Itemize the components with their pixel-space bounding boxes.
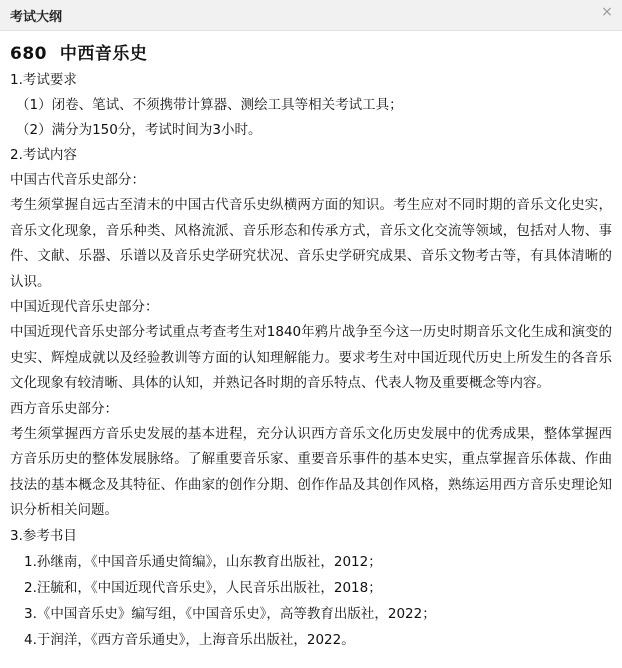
syllabus-content bbox=[0, 31, 622, 653]
content-heading: 2.考试内容 bbox=[10, 147, 77, 163]
section-body-modern: 中国近现代音乐史部分考试重点考查考生对1840年鸦片战争至今这一历史时期音乐文化生成和演变的史实、辉煌成就以及经验教训等方面的认知理解能力。要求考生对中国近现代历史上所发生的各音乐文化现象有较清晰、具体的认知，并熟记各时期的音乐特点、代表人物及重要概念等内容。 bbox=[10, 324, 612, 391]
section-title-ancient: 中国古代音乐史部分： bbox=[10, 172, 145, 188]
reference-item: 1.孙继南，《中国音乐通史简编》，山东教育出版社，2012； bbox=[24, 553, 382, 570]
section-body-western: 考生须掌握西方音乐史发展的基本进程，充分认识西方音乐文化历史发展中的优秀成果，整体掌握西方音乐历史的整体发展脉络。了解重要音乐家、重要音乐事件的基本史实，重点掌握音乐体裁、作曲技法的基本概念及其特征、作曲家的创作分期、创作作品及其创作风格，熟练运用西方音乐史理论知识分析相关问题。 bbox=[10, 425, 612, 518]
exam-title: 680 中西音乐史 bbox=[10, 44, 148, 64]
reference-item: 4.于润洋，《西方音乐通史》，上海音乐出版社，2022。 bbox=[24, 631, 355, 648]
section-title-western: 西方音乐史部分： bbox=[10, 400, 118, 417]
section-title-modern: 中国近现代音乐史部分： bbox=[10, 299, 159, 315]
requirements-heading: 1.考试要求 bbox=[10, 72, 77, 88]
reference-item: 2.汪毓和，《中国近现代音乐史》，人民音乐出版社，2018； bbox=[24, 579, 382, 596]
reference-item: 3.《中国音乐史》编写组，《中国音乐史》，高等教育出版社，2022； bbox=[24, 605, 436, 622]
close-icon[interactable]: × bbox=[601, 4, 613, 20]
requirement-item: （1）闭卷、笔试、不须携带计算器、测绘工具等相关考试工具； bbox=[16, 97, 403, 113]
references-heading: 3.参考书目 bbox=[10, 527, 77, 544]
dialog-title: 考试大纲 bbox=[10, 9, 63, 25]
requirement-item: （2）满分为150分，考试时间为3小时。 bbox=[16, 122, 262, 138]
dialog-titlebar bbox=[0, 0, 622, 31]
section-body-ancient: 考生须掌握自远古至清末的中国古代音乐史纵横两方面的知识。考生应对不同时期的音乐文化史实，音乐文化现象，音乐种类、风格流派、音乐形态和传承方式，音乐文化交流等领域，包括对人物、事件、文献、乐器、乐谱以及音乐史学研究状况、音乐史学研究成果、音乐文物考古等，有具体清晰的认识。 bbox=[10, 197, 612, 290]
